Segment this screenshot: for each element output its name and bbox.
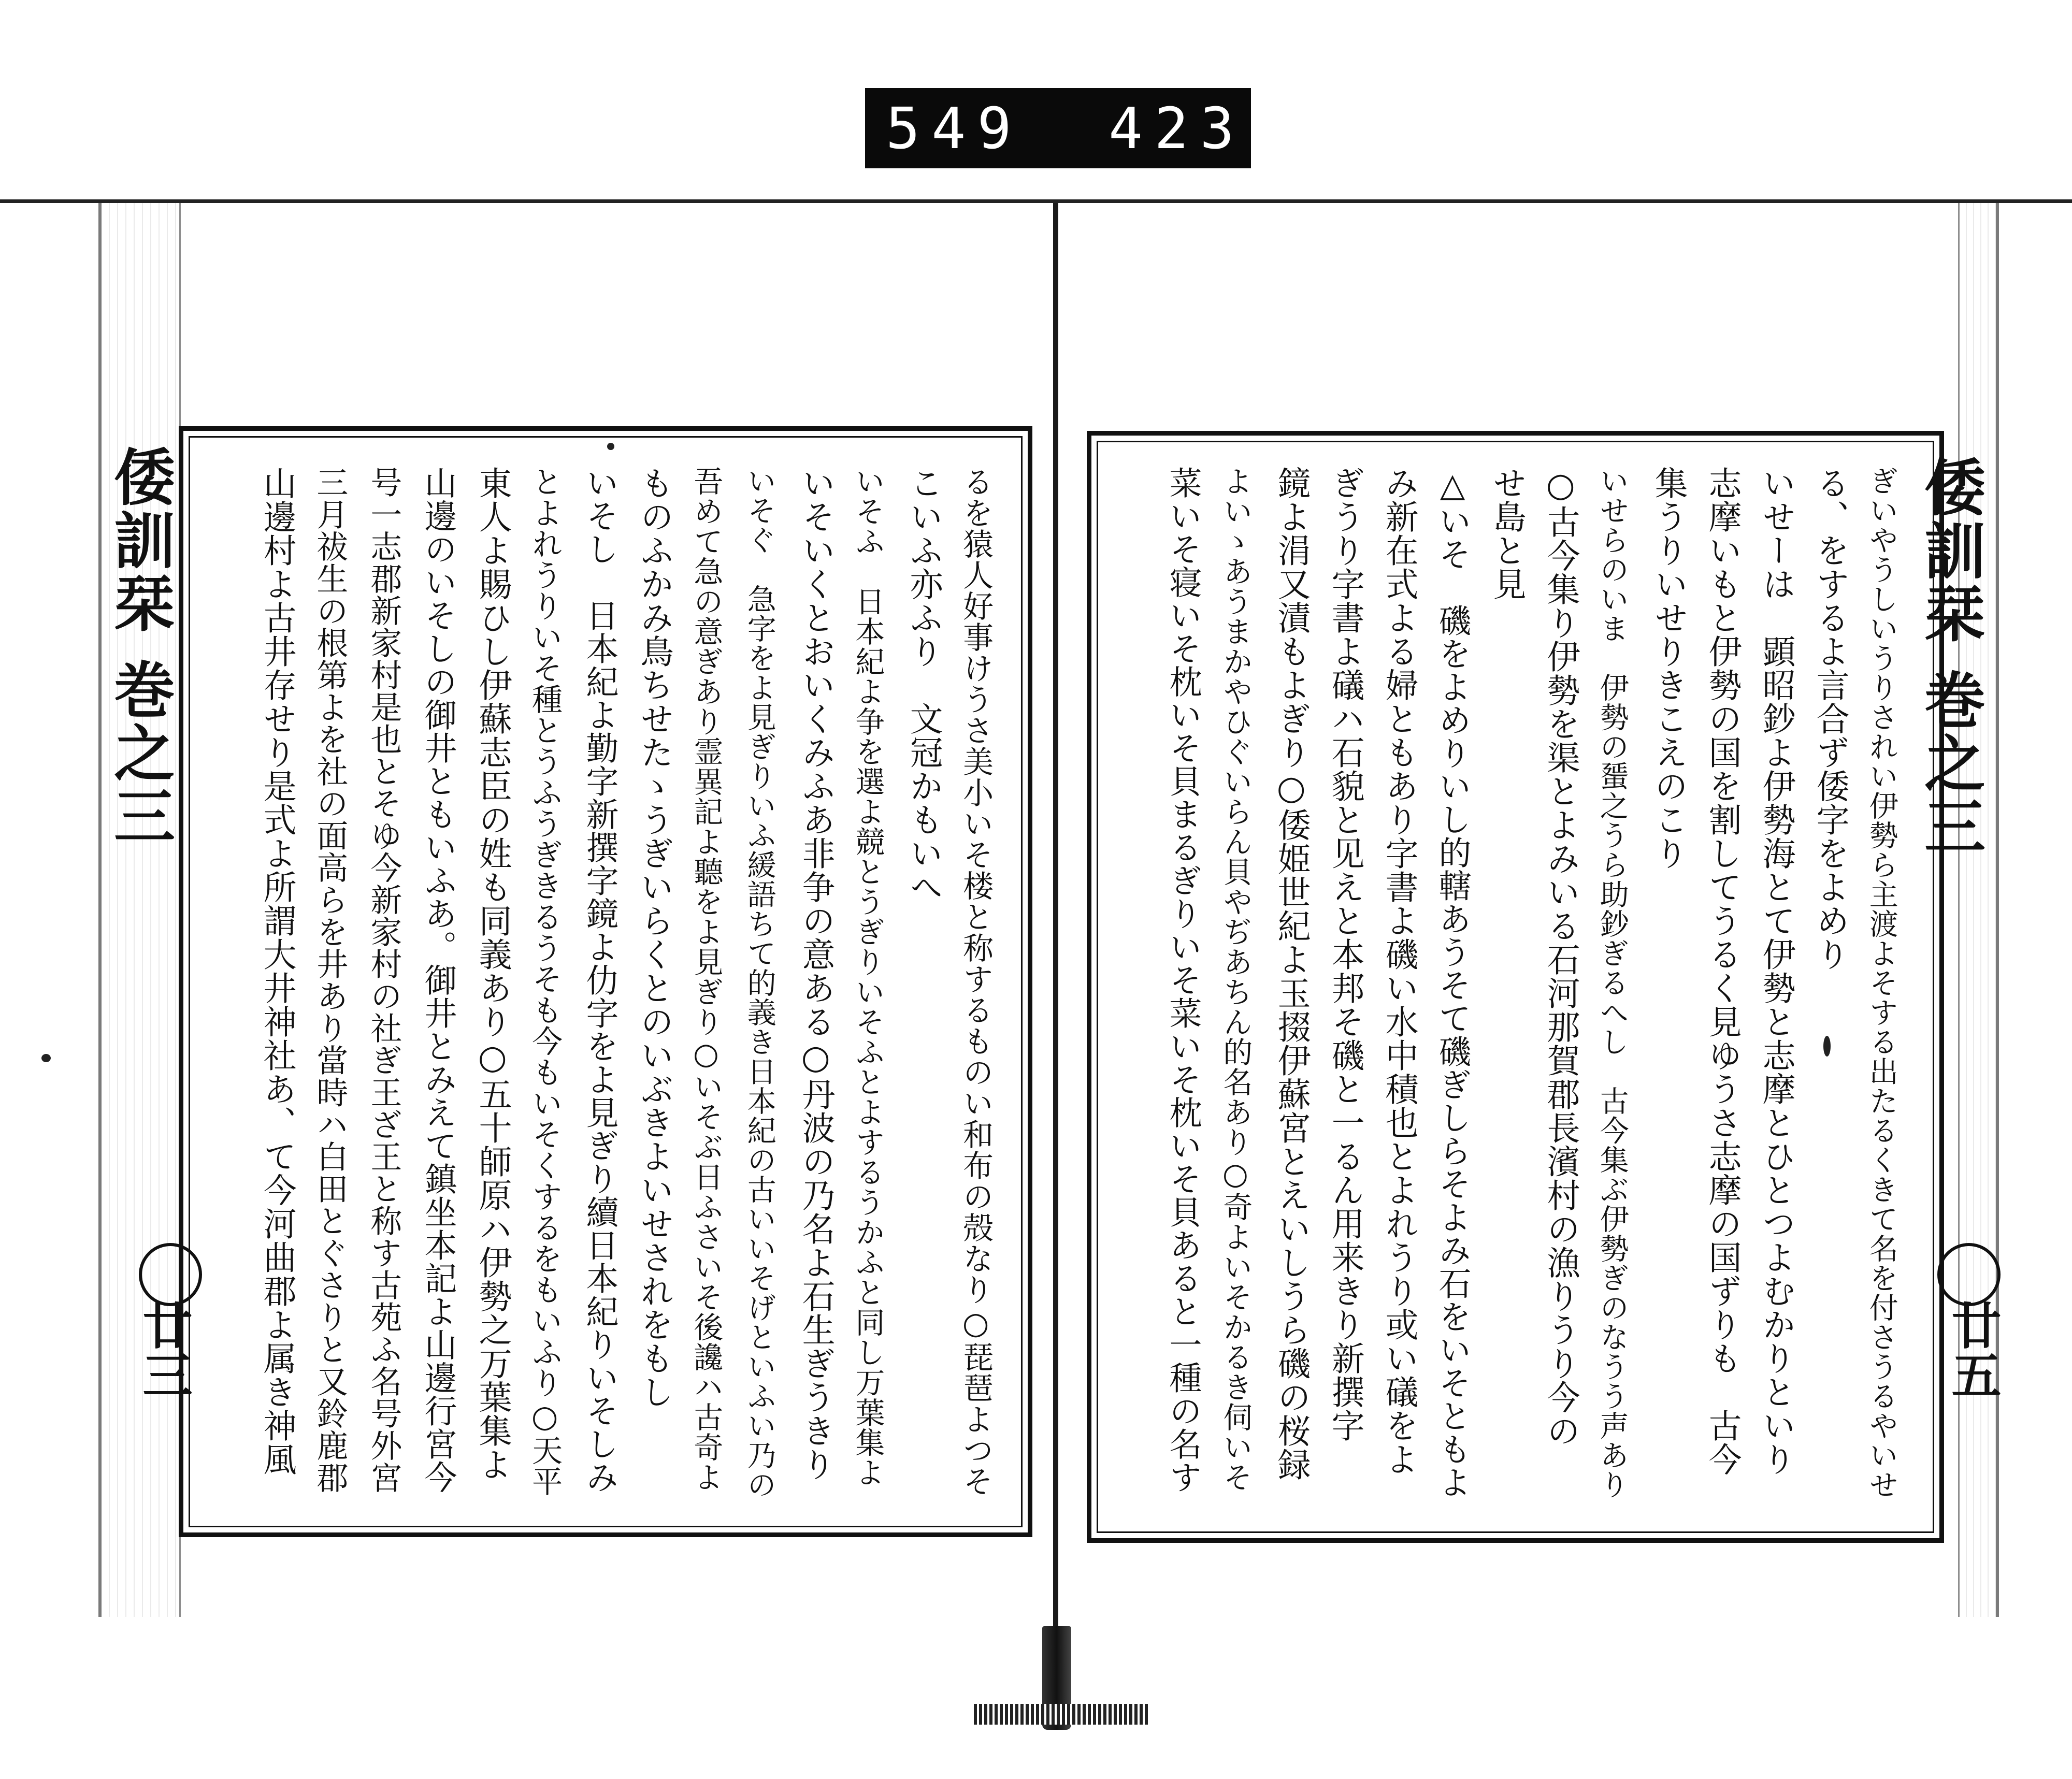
text-column: 集うりいせりきこえのこり bbox=[1649, 466, 1688, 870]
text-column: いそぐ 急字をよ見ぎりいふ緩語ちて的義き日本紀の古いいそげといふい乃の bbox=[742, 466, 776, 1499]
right-page-edge bbox=[1958, 203, 1999, 1617]
text-column: ○古今集り伊勢を渠とよみいる石河那賀郡長濱村の漁りうり今の bbox=[1541, 466, 1580, 1448]
scan-speck bbox=[607, 443, 614, 450]
text-column: 吾めて急の意ぎあり霊異記よ聽をよ見ぎり○いそぶ日ふさいそ後讒ハ古奇よ bbox=[688, 466, 723, 1492]
right-margin-title: 倭訓栞 巻之三 bbox=[1914, 456, 1986, 859]
text-column: 山邊村よ古井存せり是式よ所謂大井神社あ、て今河曲郡よ属き神風 bbox=[257, 466, 296, 1476]
text-column: 菜いそ寝いそ枕いそ貝まるぎりいそ菜いそ枕いそ貝あると一種の名す bbox=[1164, 466, 1202, 1494]
text-column: いそふ 日本紀よ争を選よ競とうぎりいそふとよするうかふと同し万葉集よ bbox=[850, 466, 885, 1487]
text-column: せ島と見 bbox=[1487, 466, 1526, 601]
scan-label-right: 423. bbox=[1109, 95, 1291, 162]
text-column: るを猿人好事けうさ美小いそ楼と称するものい和布の殻なり○琵琶よつそ bbox=[958, 466, 994, 1497]
text-column: 三月祓生の根第よを社の面高らを井あり當時ハ白田とぐさりと又鈴鹿郡 bbox=[311, 466, 349, 1494]
text-column: ものふかみ鳥ちせたゝうぎいらくとのいぶきよいせされをもし bbox=[635, 466, 673, 1409]
text-column: ぎいやうしいうりされい伊勢ら主渡よそする出たるくきて名を付さうるやいせ bbox=[1864, 466, 1898, 1499]
scan-label bbox=[865, 88, 1291, 168]
text-column: いせらのいま 伊勢の蜑之うら助鈔ぎるへし 古今集ぶ伊勢ぎのなうう声あり bbox=[1595, 466, 1629, 1499]
text-column: 鏡よ涓又漬もよぎり○倭姫世紀よ玉掇伊蘇宮とえいしうら磯の桜録 bbox=[1272, 466, 1311, 1481]
text-column: △いそ 磯をよめりいし的轄あうそて磯ぎしらそよみ石をいそともよ bbox=[1433, 466, 1472, 1499]
left-margin-title: 倭訓栞 巻之三 bbox=[104, 445, 176, 848]
text-column: 東人よ賜ひし伊蘇志臣の姓も同義あり○五十師原ハ伊勢之万葉集よ bbox=[473, 466, 512, 1481]
text-column: 号一志郡新家村是也とそゆ今新家村の社ぎ王ざ王と称す古苑ふ名号外宮 bbox=[365, 466, 402, 1494]
text-column: こいふ亦ふり 文冠かもいへ bbox=[904, 466, 943, 904]
text-column: 山邊のいそしの御井ともいふあ。御井とみえて鎮坐本記よ山邊行宮今 bbox=[419, 466, 457, 1494]
right-folio: 廿五 bbox=[1944, 1300, 2002, 1399]
top-rule bbox=[0, 199, 2072, 203]
text-column: ぎうり字書よ礒ハ石貌と见えと本邦そ磯と一るん用来きり新撰字 bbox=[1326, 466, 1364, 1442]
binding-strip bbox=[974, 1704, 1150, 1725]
text-column: 志摩いもと伊勢の国を割してうるく見ゆうさ志摩の国ずりも 古今 bbox=[1703, 466, 1742, 1476]
left-page-edge bbox=[98, 203, 181, 1617]
book-fold bbox=[1053, 203, 1058, 1632]
text-column: とよれうりいそ種とうふうぎきるうそも今もいそくするをもいふり○天平 bbox=[527, 466, 563, 1497]
text-column: み新在式よる婦ともあり字書よ磯い水中積也とよれうり或い礒をよ bbox=[1379, 466, 1418, 1476]
text-column: よいゝあうまかやひぐいらん貝やぢあちん的名あり○奇よいそかるき伺いそ bbox=[1218, 466, 1253, 1492]
text-column: いそいくとおいくみふあ非争の意ある○丹波の乃名よ石生ぎうきり bbox=[796, 466, 835, 1481]
scan-speck bbox=[41, 1054, 51, 1062]
text-column: る、をするよ言合ず倭字をよめり bbox=[1810, 466, 1849, 971]
left-folio: 廿三 bbox=[135, 1300, 193, 1399]
scan-label-left: 549 bbox=[886, 95, 1023, 162]
scan-speck bbox=[1823, 1036, 1831, 1057]
text-column: いそし 日本紀よ勤字新撰字鏡よ仂字をよ見ぎり續日本紀りいそしみ bbox=[581, 466, 619, 1494]
text-column: いせーは 顕昭鈔よ伊勢海とて伊勢と志摩とひとつよむかりといり bbox=[1757, 466, 1795, 1476]
right-folio-circle bbox=[1937, 1243, 2001, 1306]
